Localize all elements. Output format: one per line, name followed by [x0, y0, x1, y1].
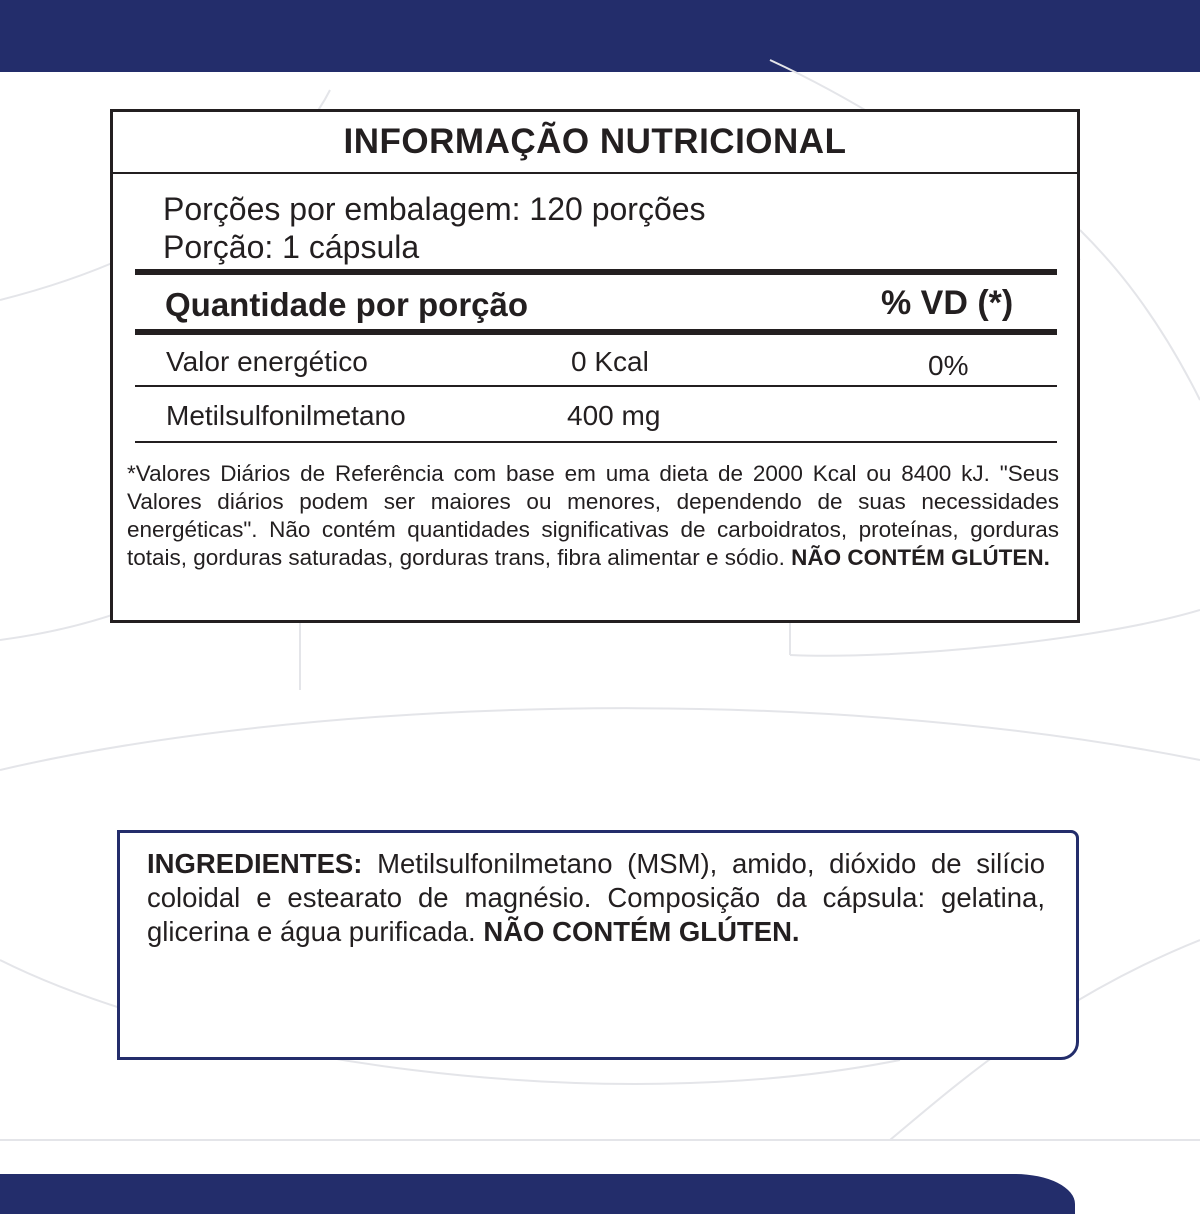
ingredients-box: [117, 830, 1079, 1060]
ingredients-list: Metilsulfonilmetano (MSM), amido, dióxido de silício coloidal e estearato de magnésio. Composição da cápsula: gelatina, glicerina e água purificada.: [147, 848, 1045, 947]
row-name-msm: Metilsulfonilmetano: [166, 400, 406, 431]
nutrition-title: INFORMAÇÃO NUTRICIONAL: [113, 112, 1077, 174]
row-dv-energy: 0%: [928, 350, 969, 381]
serving-size: Porção: 1 cápsula: [163, 229, 420, 265]
servings-per-package: Porções por embalagem: 120 porções: [163, 191, 706, 227]
row-amount-msm: 400 mg: [567, 400, 661, 431]
nutrition-facts-table: [110, 109, 1080, 623]
gluten-free-note: NÃO CONTÉM GLÚTEN.: [791, 545, 1050, 570]
quantity-header: Quantidade por porção: [165, 286, 529, 323]
divider: [135, 269, 1057, 275]
ingredients-paragraph: [147, 847, 1045, 949]
bottom-banner: [0, 1174, 1075, 1214]
footnote-text: *Valores Diários de Referência com base em uma dieta de 2000 Kcal ou 8400 kJ. "Seus Valores diários podem ser maiores ou menores, dependendo de suas necessidades energéticas". Não contém quantidades significativas de carboidratos, proteínas, gorduras totais, gorduras saturadas, gorduras trans, fibra alimentar e sódio.: [127, 461, 1059, 570]
divider: [135, 329, 1057, 335]
row-divider: [135, 385, 1057, 387]
row-divider: [135, 441, 1057, 443]
ingredients-gluten-note: NÃO CONTÉM GLÚTEN.: [483, 916, 800, 947]
daily-value-header: % VD (*): [881, 284, 1014, 322]
footnote: [127, 460, 1059, 572]
row-amount-energy: 0 Kcal: [571, 346, 649, 377]
ingredients-label: INGREDIENTES:: [147, 848, 363, 879]
row-name-energy: Valor energético: [166, 346, 368, 377]
